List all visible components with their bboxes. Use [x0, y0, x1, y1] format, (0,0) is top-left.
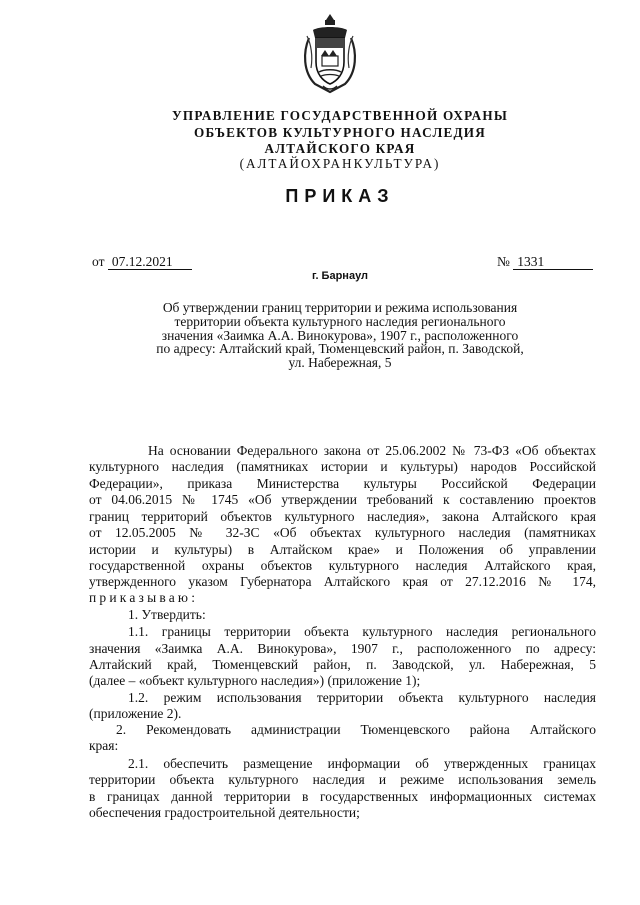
- subject-line: ул. Набережная, 5: [288, 355, 392, 371]
- order-number-block: [497, 254, 593, 270]
- body-line: края:: [89, 738, 119, 753]
- order-number: 1331: [513, 255, 593, 270]
- body-line: обеспечения градостроительной деятельности;: [89, 805, 360, 820]
- body-line: (далее – «объект культурного наследия») (приложение 1);: [89, 673, 421, 688]
- org-name-line-2: ОБЪЕКТОВ КУЛЬТУРНОГО НАСЛЕДИЯ: [194, 125, 486, 140]
- body-line: (приложение 2).: [89, 706, 182, 721]
- body-line: границ территорий объектов культурного наследия», закона Алтайского края: [89, 509, 596, 524]
- body-line: Федерации», приказа Министерства культуры Российской Федерации: [89, 476, 596, 491]
- subject-line: Об утверждении границ территории и режима использования: [162, 300, 518, 315]
- org-name-line-1: УПРАВЛЕНИЕ ГОСУДАРСТВЕННОЙ ОХРАНЫ: [171, 108, 509, 123]
- order-date: 07.12.2021: [108, 255, 192, 270]
- body-line: истории и культуры) в Алтайском крае» и Положения об управлении: [89, 542, 596, 557]
- subject-line: территории объекта культурного наследия регионального: [174, 313, 506, 329]
- clause-2: 2. Рекомендовать администрации Тюменцевского района Алтайского: [116, 722, 596, 737]
- body-line: Алтайский край, Тюменцевский район, п. Заводской, ул. Набережная, 5: [89, 657, 596, 672]
- body-line: от 12.05.2005 № 32-ЗС «Об объектах культурного наследия (памятниках: [89, 525, 596, 540]
- body-line: от 04.06.2015 № 1745 «Об утверждении требований к составлению проектов: [89, 492, 596, 507]
- body-line: утвержденного указом Губернатора Алтайского края от 27.12.2016 № 174,: [89, 574, 596, 589]
- document-city: г. Барнаул: [311, 270, 369, 282]
- clause-2-1: 2.1. обеспечить размещение информации об утвержденных границах: [128, 756, 596, 771]
- body-line: значения «Заимка А.А. Винокурова», 1907 г., расположенного по адресу:: [89, 641, 596, 656]
- date-prefix: от: [92, 254, 105, 269]
- body-line: На основании Федерального закона от 25.06.2002 № 73-ФЗ «Об объектах: [148, 443, 596, 458]
- org-name-line-3: АЛТАЙСКОГО КРАЯ: [264, 141, 416, 156]
- clause-1-2: 1.2. режим использования территории объекта культурного наследия: [128, 690, 596, 705]
- altai-krai-coat-of-arms-icon: [299, 12, 361, 94]
- body-line: в границах данной территории в государственных информационных системах: [89, 789, 596, 804]
- clause-1: 1. Утвердить:: [128, 607, 206, 622]
- subject-line: значения «Заимка А.А. Винокурова», 1907 г., расположенного: [161, 327, 519, 343]
- body-line: территории объекта культурного наследия и режиме использования земель: [89, 772, 596, 787]
- subject-line: по адресу: Алтайский край, Тюменцевский район, п. Заводской,: [156, 341, 524, 357]
- body-line: государственной охраны объектов культурного наследия Алтайского края,: [89, 558, 596, 573]
- org-short-name: (АЛТАЙОХРАНКУЛЬТУРА): [239, 156, 441, 171]
- order-subject: [110, 301, 570, 370]
- clause-1-1: 1.1. границы территории объекта культурного наследия регионального: [128, 624, 596, 639]
- body-line: культурного наследия (памятниках истории и культуры) народов Российской: [89, 459, 596, 474]
- number-prefix: №: [497, 254, 510, 269]
- order-date-block: [92, 254, 192, 270]
- body-line: приказываю:: [89, 590, 199, 605]
- document-title: ПРИКАЗ: [285, 186, 395, 206]
